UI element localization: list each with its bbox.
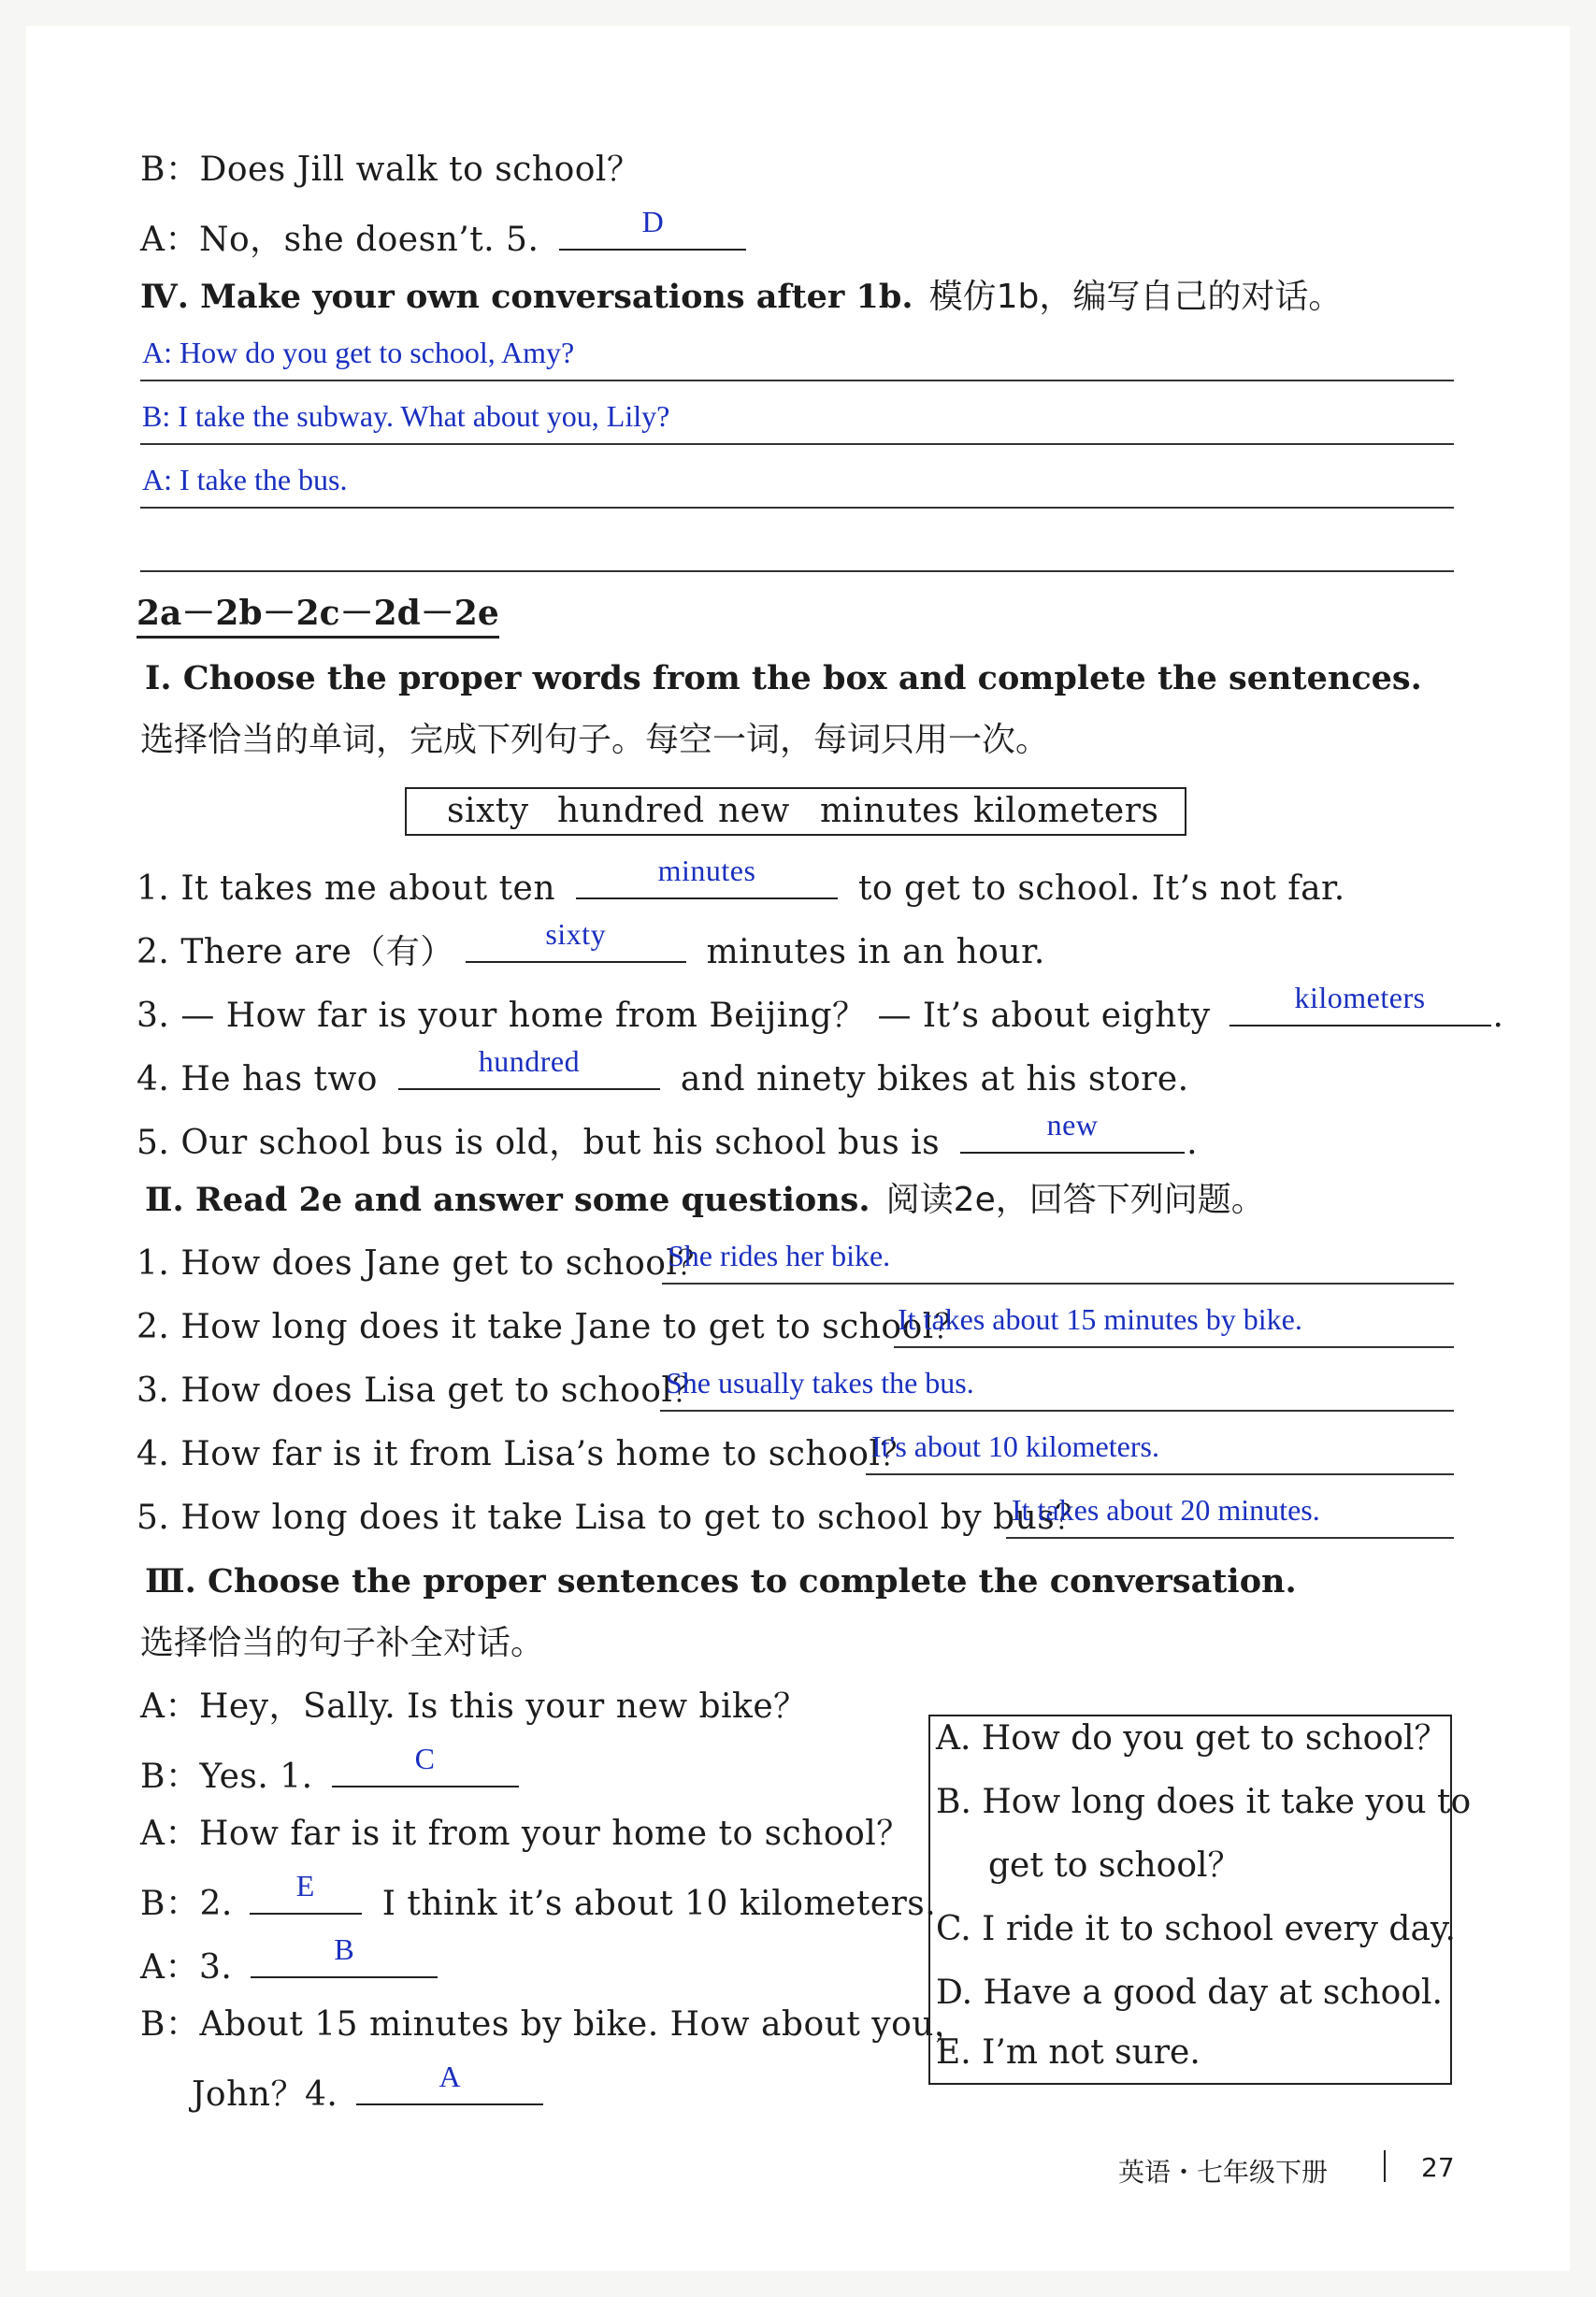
part3-heading-cn: 选择恰当的句子补全对话。 [140,1624,545,1662]
word-box-item: new [718,792,790,830]
answer-blank[interactable]: B [251,1941,438,1978]
conversation-line: B：Yes. 1. C [140,1750,519,1798]
option-b: B. How long does it take you to [936,1783,1472,1821]
part1-heading-cn: 选择恰当的单词，完成下列句子。每空一词，每词只用一次。 [140,721,1050,759]
question-5: 5. How long does it take Lisa to get to school by bus？ [137,1499,1089,1537]
answer-line[interactable] [1006,1537,1454,1539]
answer-5: It takes about 20 minutes. [1012,1493,1320,1527]
answer-blank[interactable]: A [356,2068,543,2105]
conversation-answer-1: A: How do you get to school, Amy? [142,336,575,369]
answer-blank[interactable]: E [250,1877,362,1915]
fill-item-2: 2. There are（有） sixty minutes in an hour. [137,917,1045,971]
word-box-item: sixty [447,792,529,830]
answer-2: It takes about 15 minutes by bike. [898,1302,1302,1336]
answer-blank[interactable]: sixty [466,926,686,963]
options-box [928,1715,1472,2085]
answer-blank[interactable]: minutes [576,862,838,899]
section4-heading: Ⅳ. Make your own conversations after 1b. 模仿1b，编写自己的对话。 [140,278,1343,316]
question-4: 4. How far is it from Lisa’s home to school？ [137,1435,914,1473]
fill-item-3: 3. — How far is your home from Beijing？ — It’s about eighty kilometers . [137,981,1504,1035]
fill-item-5: 5. Our school bus is old，but his school bus is new . [137,1108,1199,1162]
dialogue-line-b: B：Does Jill walk to school？ [140,151,641,189]
question-3: 3. How does Lisa get to school？ [137,1371,707,1410]
fill-item-1: 1. It takes me about ten minutes to get to school. It’s not far. [137,854,1345,908]
conversation-line: John？4. A [192,2068,543,2116]
conversation-line: A：Hey，Sally. Is this your new bike？ [140,1687,808,1726]
answer-blank[interactable]: new [960,1116,1185,1154]
answer-line[interactable] [660,1410,1454,1412]
part2-heading: Ⅱ. Read 2e and answer some questions. 阅读2e，回答下列问题。 [145,1181,1265,1219]
answer-1: She rides her bike. [668,1239,891,1272]
word-box-item: minutes [820,792,960,830]
writing-line [140,507,1454,509]
answer-line[interactable] [866,1473,1454,1475]
part1-heading: Ⅰ. Choose the proper words from the box and complete the sentences. [145,659,1422,697]
book-title: 英语・七年级下册 [1118,2157,1329,2188]
word-box-item: hundred [557,792,705,830]
conversation-line: B：2. E I think it’s about 10 kilometers. [140,1869,937,1923]
option-e: E. I’m not sure. [936,2033,1201,2072]
conversation-answer-3: A: I take the bus. [142,463,348,496]
page-number: 27 [1421,2152,1455,2183]
question-2: 2. How long does it take Jane to get to school？ [137,1308,969,1346]
answer-blank[interactable]: kilometers [1229,989,1491,1026]
answer-line[interactable] [894,1346,1454,1348]
conversation-answer-2: B: I take the subway. What about you, Lily? [142,399,670,433]
footer-divider [1384,2150,1386,2182]
conversation-line: B：About 15 minutes by bike. How about you， [140,2005,969,2044]
option-c: C. I ride it to school every day. [936,1910,1456,1948]
answer-4: It's about 10 kilometers. [871,1429,1159,1463]
fill-item-4: 4. He has two hundred and ninety bikes at his store. [137,1044,1189,1098]
option-d: D. Have a good day at school. [936,1974,1443,2012]
conversation-line: A：3. B [140,1941,438,1988]
dialogue-line-a: A：No，she doesn’t. 5. D [140,213,746,261]
unit-heading: 2a－2b－2c－2d－2e [137,593,499,639]
answer-blank[interactable]: hundred [398,1053,660,1090]
answer-3: She usually takes the bus. [666,1366,974,1400]
answer-line[interactable] [662,1283,1454,1285]
word-box-item: kilometers [973,792,1159,830]
writing-line [140,570,1454,572]
writing-line [140,443,1454,445]
answer-blank-5[interactable]: D [559,213,746,251]
answer-blank[interactable]: C [332,1750,519,1787]
option-a: A. How do you get to school？ [936,1719,1448,1758]
part3-heading: Ⅲ. Choose the proper sentences to complete the conversation. [145,1562,1297,1601]
option-b-continued: get to school？ [988,1846,1242,1885]
question-1: 1. How does Jane get to school？ [137,1244,712,1283]
writing-line [140,380,1454,381]
conversation-line: A：How far is it from your home to school？ [140,1815,911,1853]
